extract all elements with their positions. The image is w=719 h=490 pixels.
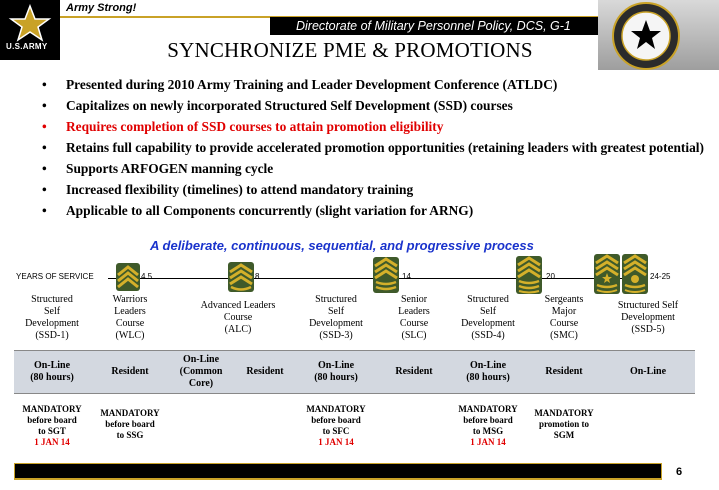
mode-cell: On-Line (80 hours) [30,360,74,383]
army-strong-slogan: Army Strong! [66,2,137,14]
course-ssd-3: Structured Self Development (SSD-3) [309,294,363,341]
bullet-text: Supports ARFOGEN manning cycle [66,161,274,176]
sergeant-first-class-rank-icon [373,257,399,293]
page-number: 6 [676,466,683,478]
mandatory-date: 1 JAN 14 [34,437,70,447]
mode-cell: On-Line (80 hours) [466,360,510,383]
mode-cell: Resident [246,366,284,377]
bullet-item: • Supports ARFOGEN manning cycle [42,161,274,176]
bullet-item: • Applicable to all Components concurrently (slight variation for ARNG) [42,203,474,218]
course-ssd-4: Structured Self Development (SSD-4) [461,294,515,341]
army-logo [0,0,60,60]
mandatory-text: MANDATORY before board to SGT [22,404,82,436]
mandatory-text: MANDATORY before board to MSG [458,404,518,436]
mandatory-note [94,408,166,441]
course-alc: Advanced Leaders Course (ALC) [200,300,276,335]
logo-text: U.S.ARMY [6,42,48,51]
course-smc: Sergeants Major Course (SMC) [544,294,584,341]
bullet-item: • Retains full capability to provide accelerated promotion opportunities (retaining leaders with greatest potential) [42,140,704,155]
bullet-text: Increased flexibility (timelines) to attend mandatory training [66,182,414,197]
course-wlc: Warriors Leaders Course (WLC) [112,294,148,341]
mode-cell: Resident [111,366,149,377]
footer-bar [14,463,662,480]
mandatory-date: 1 JAN 14 [318,437,354,447]
slide-title: SYNCHRONIZE PME & PROMOTIONS [167,38,533,62]
mandatory-note [16,404,88,448]
bullet-item: • Presented during 2010 Army Training and Leader Development Conference (ATLDC) [42,77,558,92]
timeline-mark: 24-25 [650,272,671,281]
bullet-text: Applicable to all Components concurrently (slight variation for ARNG) [66,203,474,218]
bullet-item: • Capitalizes on newly incorporated Structured Self Development (SSD) courses [42,98,513,113]
bullet-item-highlight: • Requires completion of SSD courses to attain promotion eligibility [42,119,444,134]
mandatory-text: MANDATORY before board to SFC [306,404,366,436]
bullet-item: • Increased flexibility (timelines) to attend mandatory training [42,182,414,197]
directorate-banner: Directorate of Military Personnel Policy, DCS, G-1 [270,17,600,35]
timeline-label: YEARS OF SERVICE [16,272,94,281]
star-icon [8,4,52,42]
course-ssd-5: Structured Self Development (SSD-5) [617,300,679,335]
course-ssd-1: Structured Self Development (SSD-1) [25,294,79,341]
bullet-text: Presented during 2010 Army Training and Leader Development Conference (ATLDC) [66,77,558,92]
mode-cell: On-Line (Common Core) [179,354,223,389]
mandatory-text: MANDATORY promotion to SGM [534,408,594,440]
staff-sergeant-rank-icon [228,262,254,292]
sergeant-major-rank-icon [594,254,648,294]
mandatory-note [452,404,524,448]
seal-icon [610,0,682,70]
mandatory-text: MANDATORY before board to SSG [100,408,160,440]
mode-cell: Resident [395,366,433,377]
master-sergeant-rank-icon [516,256,542,294]
tagline: A deliberate, continuous, sequential, and progressive process [150,238,534,253]
mandatory-date: 1 JAN 14 [470,437,506,447]
mode-cell: On-Line [629,366,667,377]
mandatory-note [528,408,600,441]
mandatory-note [300,404,372,448]
timeline-mark: 4.5 [141,272,153,281]
pentagon-seal [598,0,719,70]
timeline-mark: 8 [255,272,260,281]
mode-cell: Resident [545,366,583,377]
course-slc: Senior Leaders Course (SLC) [398,294,430,341]
timeline-mark: 20 [546,272,555,281]
bullet-text: Capitalizes on newly incorporated Structured Self Development (SSD) courses [66,98,513,113]
bullet-text: Retains full capability to provide accelerated promotion opportunities (retaining leaders with greatest potential) [66,140,704,155]
mode-cell: On-Line (80 hours) [314,360,358,383]
timeline-mark: 14 [402,272,411,281]
sergeant-rank-icon [116,263,140,291]
bullet-text: Requires completion of SSD courses to attain promotion eligibility [66,119,444,134]
bullet-list [42,76,707,223]
